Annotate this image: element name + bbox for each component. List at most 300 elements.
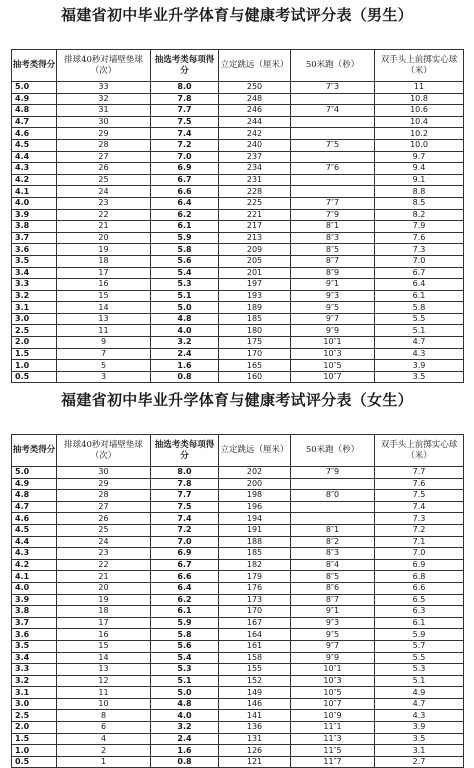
cell-elective-score: 7.2 [151, 139, 219, 151]
table-row [12, 490, 464, 502]
cell-sampled-score: 3.5 [12, 255, 57, 267]
cell-elective-score: 5.9 [151, 617, 219, 629]
cell-elective-score: 5.8 [151, 629, 219, 641]
cell-elective-score: 7.4 [151, 128, 219, 140]
cell-long-jump: 158 [219, 652, 291, 664]
cell-50m-run: 9″9 [291, 325, 375, 337]
cell-sampled-score: 4.0 [12, 197, 57, 209]
header-medicine-ball-throw: 双手头上前掷实心球（米） [375, 50, 464, 82]
cell-elective-score: 0.8 [151, 371, 219, 383]
cell-long-jump: 121 [219, 756, 291, 768]
table-row [12, 244, 464, 256]
table-row [12, 629, 464, 641]
cell-elective-score: 6.2 [151, 209, 219, 221]
cell-sampled-score: 4.3 [12, 548, 57, 560]
cell-ball-throw: 5.3 [375, 664, 464, 676]
cell-sampled-score: 3.6 [12, 244, 57, 256]
cell-long-jump: 141 [219, 710, 291, 722]
cell-volleyball-pass: 13 [57, 313, 151, 325]
cell-sampled-score: 3.9 [12, 594, 57, 606]
cell-long-jump: 191 [219, 524, 291, 536]
cell-long-jump: 167 [219, 617, 291, 629]
cell-volleyball-pass: 28 [57, 490, 151, 502]
table-row [12, 197, 464, 209]
cell-50m-run: 9″1 [291, 606, 375, 618]
cell-volleyball-pass: 18 [57, 255, 151, 267]
table-row [12, 756, 464, 768]
cell-long-jump: 234 [219, 163, 291, 175]
header-sampled-score: 抽考类得分 [12, 50, 57, 82]
cell-volleyball-pass: 23 [57, 548, 151, 560]
cell-50m-run: 7″9 [291, 209, 375, 221]
cell-ball-throw: 6.9 [375, 559, 464, 571]
table-row [12, 594, 464, 606]
cell-ball-throw: 6.7 [375, 267, 464, 279]
cell-long-jump: 225 [219, 197, 291, 209]
cell-ball-throw: 7.6 [375, 232, 464, 244]
cell-sampled-score: 2.0 [12, 337, 57, 349]
cell-volleyball-pass: 20 [57, 232, 151, 244]
cell-sampled-score: 3.3 [12, 664, 57, 676]
cell-50m-run: 10″5 [291, 687, 375, 699]
cell-50m-run: 8″5 [291, 571, 375, 583]
cell-long-jump: 131 [219, 733, 291, 745]
table-row [12, 151, 464, 163]
cell-volleyball-pass: 19 [57, 244, 151, 256]
cell-elective-score: 5.6 [151, 255, 219, 267]
cell-long-jump: 180 [219, 325, 291, 337]
cell-elective-score: 6.2 [151, 594, 219, 606]
cell-long-jump: 197 [219, 279, 291, 291]
cell-50m-run: 11″7 [291, 756, 375, 768]
cell-50m-run: 8″7 [291, 255, 375, 267]
cell-sampled-score: 4.6 [12, 513, 57, 525]
cell-sampled-score: 3.8 [12, 606, 57, 618]
cell-50m-run: 10″7 [291, 698, 375, 710]
cell-ball-throw: 6.1 [375, 290, 464, 302]
cell-ball-throw: 7.3 [375, 513, 464, 525]
cell-50m-run [291, 513, 375, 525]
cell-sampled-score: 3.5 [12, 640, 57, 652]
cell-50m-run: 9″7 [291, 313, 375, 325]
table-row [12, 722, 464, 734]
cell-sampled-score: 0.5 [12, 756, 57, 768]
table-row [12, 232, 464, 244]
cell-long-jump: 196 [219, 501, 291, 513]
cell-long-jump: 176 [219, 582, 291, 594]
cell-sampled-score: 1.5 [12, 348, 57, 360]
cell-elective-score: 2.4 [151, 733, 219, 745]
table-row [12, 139, 464, 151]
cell-elective-score: 4.8 [151, 313, 219, 325]
cell-sampled-score: 4.5 [12, 524, 57, 536]
cell-50m-run: 9″3 [291, 617, 375, 629]
cell-volleyball-pass: 9 [57, 337, 151, 349]
cell-sampled-score: 3.1 [12, 302, 57, 314]
cell-elective-score: 2.4 [151, 348, 219, 360]
cell-volleyball-pass: 1 [57, 756, 151, 768]
cell-ball-throw: 5.1 [375, 325, 464, 337]
cell-volleyball-pass: 29 [57, 128, 151, 140]
cell-elective-score: 6.1 [151, 606, 219, 618]
cell-long-jump: 231 [219, 174, 291, 186]
cell-long-jump: 250 [219, 82, 291, 94]
cell-volleyball-pass: 24 [57, 186, 151, 198]
boys-table-body [12, 82, 464, 383]
cell-50m-run [291, 478, 375, 490]
cell-ball-throw: 10.6 [375, 105, 464, 117]
cell-volleyball-pass: 26 [57, 163, 151, 175]
cell-sampled-score: 1.0 [12, 360, 57, 372]
cell-volleyball-pass: 30 [57, 467, 151, 479]
cell-50m-run: 9″1 [291, 279, 375, 291]
table-row [12, 478, 464, 490]
cell-sampled-score: 3.1 [12, 687, 57, 699]
cell-long-jump: 194 [219, 513, 291, 525]
cell-ball-throw: 5.1 [375, 675, 464, 687]
cell-sampled-score: 3.6 [12, 629, 57, 641]
cell-long-jump: 170 [219, 606, 291, 618]
table-row [12, 174, 464, 186]
cell-elective-score: 6.6 [151, 186, 219, 198]
cell-50m-run: 10″1 [291, 664, 375, 676]
cell-sampled-score: 3.4 [12, 267, 57, 279]
cell-volleyball-pass: 12 [57, 675, 151, 687]
table-row [12, 687, 464, 699]
cell-volleyball-pass: 28 [57, 139, 151, 151]
cell-long-jump: 185 [219, 313, 291, 325]
cell-volleyball-pass: 24 [57, 536, 151, 548]
cell-ball-throw: 7.6 [375, 478, 464, 490]
cell-50m-run: 7″4 [291, 105, 375, 117]
header-elective-score: 抽选考类每项得分 [151, 50, 219, 82]
cell-long-jump: 205 [219, 255, 291, 267]
cell-long-jump: 248 [219, 93, 291, 105]
cell-volleyball-pass: 10 [57, 698, 151, 710]
cell-volleyball-pass: 29 [57, 478, 151, 490]
cell-elective-score: 7.4 [151, 513, 219, 525]
cell-elective-score: 6.4 [151, 582, 219, 594]
cell-volleyball-pass: 7 [57, 348, 151, 360]
cell-ball-throw: 5.9 [375, 629, 464, 641]
cell-volleyball-pass: 23 [57, 197, 151, 209]
cell-ball-throw: 6.3 [375, 606, 464, 618]
cell-sampled-score: 2.5 [12, 325, 57, 337]
cell-long-jump: 189 [219, 302, 291, 314]
table-row [12, 116, 464, 128]
cell-volleyball-pass: 17 [57, 267, 151, 279]
cell-elective-score: 5.1 [151, 675, 219, 687]
cell-50m-run: 8″4 [291, 559, 375, 571]
cell-volleyball-pass: 6 [57, 722, 151, 734]
cell-volleyball-pass: 26 [57, 513, 151, 525]
cell-50m-run: 8″7 [291, 594, 375, 606]
cell-elective-score: 5.3 [151, 279, 219, 291]
cell-sampled-score: 3.4 [12, 652, 57, 664]
cell-elective-score: 6.1 [151, 221, 219, 233]
cell-sampled-score: 4.2 [12, 174, 57, 186]
cell-ball-throw: 7.5 [375, 490, 464, 502]
cell-elective-score: 8.0 [151, 82, 219, 94]
cell-50m-run: 7″9 [291, 467, 375, 479]
cell-sampled-score: 0.5 [12, 371, 57, 383]
cell-sampled-score: 3.2 [12, 675, 57, 687]
cell-50m-run: 8″3 [291, 548, 375, 560]
cell-50m-run [291, 151, 375, 163]
table-row [12, 733, 464, 745]
cell-elective-score: 7.7 [151, 490, 219, 502]
cell-ball-throw: 7.3 [375, 244, 464, 256]
cell-volleyball-pass: 21 [57, 571, 151, 583]
cell-volleyball-pass: 5 [57, 360, 151, 372]
table-row [12, 371, 464, 383]
header-standing-long-jump: 立定跳远（厘米） [219, 435, 291, 467]
cell-elective-score: 6.7 [151, 559, 219, 571]
cell-elective-score: 7.8 [151, 478, 219, 490]
cell-sampled-score: 3.9 [12, 209, 57, 221]
cell-50m-run [291, 174, 375, 186]
table-row [12, 513, 464, 525]
cell-elective-score: 3.2 [151, 722, 219, 734]
table-row [12, 82, 464, 94]
table-row [12, 617, 464, 629]
cell-elective-score: 3.2 [151, 337, 219, 349]
cell-ball-throw: 8.8 [375, 186, 464, 198]
cell-50m-run: 9″5 [291, 629, 375, 641]
cell-volleyball-pass: 22 [57, 209, 151, 221]
table-row [12, 325, 464, 337]
table-row [12, 313, 464, 325]
cell-sampled-score: 4.4 [12, 536, 57, 548]
cell-ball-throw: 7.0 [375, 255, 464, 267]
cell-long-jump: 217 [219, 221, 291, 233]
cell-volleyball-pass: 20 [57, 582, 151, 594]
table-row [12, 255, 464, 267]
cell-ball-throw: 3.9 [375, 722, 464, 734]
cell-sampled-score: 3.7 [12, 617, 57, 629]
cell-ball-throw: 6.4 [375, 279, 464, 291]
cell-ball-throw: 3.5 [375, 371, 464, 383]
cell-long-jump: 185 [219, 548, 291, 560]
cell-50m-run: 10″1 [291, 337, 375, 349]
cell-long-jump: 182 [219, 559, 291, 571]
cell-long-jump: 201 [219, 267, 291, 279]
cell-volleyball-pass: 18 [57, 606, 151, 618]
cell-long-jump: 126 [219, 745, 291, 757]
cell-ball-throw: 10.4 [375, 116, 464, 128]
cell-50m-run: 8″1 [291, 524, 375, 536]
cell-long-jump: 198 [219, 490, 291, 502]
cell-ball-throw: 10.0 [375, 139, 464, 151]
cell-volleyball-pass: 8 [57, 710, 151, 722]
cell-ball-throw: 9.4 [375, 163, 464, 175]
cell-long-jump: 146 [219, 698, 291, 710]
cell-elective-score: 5.6 [151, 640, 219, 652]
cell-volleyball-pass: 17 [57, 617, 151, 629]
cell-50m-run: 11″3 [291, 733, 375, 745]
cell-50m-run [291, 93, 375, 105]
cell-ball-throw: 4.9 [375, 687, 464, 699]
cell-elective-score: 5.3 [151, 664, 219, 676]
cell-ball-throw: 7.9 [375, 221, 464, 233]
table-row [12, 652, 464, 664]
cell-ball-throw: 7.0 [375, 548, 464, 560]
cell-elective-score: 5.4 [151, 267, 219, 279]
cell-ball-throw: 5.7 [375, 640, 464, 652]
cell-volleyball-pass: 30 [57, 116, 151, 128]
cell-50m-run [291, 116, 375, 128]
cell-50m-run: 10″9 [291, 710, 375, 722]
cell-volleyball-pass: 27 [57, 151, 151, 163]
table-row [12, 559, 464, 571]
header-50m-run: 50米跑（秒） [291, 50, 375, 82]
cell-long-jump: 240 [219, 139, 291, 151]
cell-long-jump: 165 [219, 360, 291, 372]
cell-volleyball-pass: 16 [57, 629, 151, 641]
cell-elective-score: 4.0 [151, 710, 219, 722]
cell-ball-throw: 8.5 [375, 197, 464, 209]
table-row [12, 221, 464, 233]
cell-volleyball-pass: 14 [57, 302, 151, 314]
cell-elective-score: 4.8 [151, 698, 219, 710]
cell-sampled-score: 4.5 [12, 139, 57, 151]
cell-elective-score: 7.5 [151, 501, 219, 513]
cell-sampled-score: 4.6 [12, 128, 57, 140]
cell-ball-throw: 7.4 [375, 501, 464, 513]
cell-long-jump: 179 [219, 571, 291, 583]
girls-header-row [12, 435, 464, 467]
cell-sampled-score: 3.0 [12, 313, 57, 325]
cell-50m-run: 9″7 [291, 640, 375, 652]
cell-50m-run: 10″7 [291, 371, 375, 383]
cell-elective-score: 5.0 [151, 687, 219, 699]
cell-sampled-score: 4.1 [12, 571, 57, 583]
cell-ball-throw: 9.7 [375, 151, 464, 163]
cell-ball-throw: 4.3 [375, 710, 464, 722]
cell-sampled-score: 5.0 [12, 467, 57, 479]
cell-sampled-score: 2.0 [12, 722, 57, 734]
cell-ball-throw: 4.3 [375, 348, 464, 360]
cell-long-jump: 242 [219, 128, 291, 140]
cell-ball-throw: 6.8 [375, 571, 464, 583]
cell-sampled-score: 3.2 [12, 290, 57, 302]
header-sampled-score: 抽考类得分 [12, 435, 57, 467]
cell-sampled-score: 4.9 [12, 93, 57, 105]
cell-long-jump: 152 [219, 675, 291, 687]
cell-elective-score: 6.4 [151, 197, 219, 209]
cell-50m-run: 10″3 [291, 348, 375, 360]
cell-ball-throw: 6.5 [375, 594, 464, 606]
cell-volleyball-pass: 22 [57, 559, 151, 571]
cell-elective-score: 5.1 [151, 290, 219, 302]
cell-long-jump: 221 [219, 209, 291, 221]
cell-volleyball-pass: 32 [57, 93, 151, 105]
cell-long-jump: 136 [219, 722, 291, 734]
cell-volleyball-pass: 2 [57, 745, 151, 757]
cell-long-jump: 160 [219, 371, 291, 383]
cell-elective-score: 5.0 [151, 302, 219, 314]
cell-elective-score: 8.0 [151, 467, 219, 479]
cell-elective-score: 0.8 [151, 756, 219, 768]
table-row [12, 548, 464, 560]
cell-elective-score: 7.2 [151, 524, 219, 536]
cell-volleyball-pass: 11 [57, 687, 151, 699]
cell-volleyball-pass: 27 [57, 501, 151, 513]
cell-ball-throw: 3.1 [375, 745, 464, 757]
header-medicine-ball-throw: 双手头上前掷实心球（米） [375, 435, 464, 467]
cell-50m-run [291, 501, 375, 513]
cell-ball-throw: 3.9 [375, 360, 464, 372]
cell-ball-throw: 5.8 [375, 302, 464, 314]
table-row [12, 710, 464, 722]
cell-50m-run: 8″5 [291, 244, 375, 256]
cell-elective-score: 7.7 [151, 105, 219, 117]
table-row [12, 93, 464, 105]
table-row [12, 337, 464, 349]
table-row [12, 571, 464, 583]
boys-table-title: 福建省初中毕业升学体育与健康考试评分表（男生） [61, 6, 413, 24]
cell-long-jump: 237 [219, 151, 291, 163]
cell-volleyball-pass: 3 [57, 371, 151, 383]
cell-50m-run: 8″9 [291, 267, 375, 279]
cell-volleyball-pass: 13 [57, 664, 151, 676]
table-row [12, 302, 464, 314]
cell-long-jump: 175 [219, 337, 291, 349]
cell-50m-run: 11″1 [291, 722, 375, 734]
cell-sampled-score: 4.9 [12, 478, 57, 490]
girls-score-table [11, 434, 464, 768]
cell-long-jump: 161 [219, 640, 291, 652]
cell-50m-run: 7″3 [291, 82, 375, 94]
table-row [12, 279, 464, 291]
cell-50m-run: 8″0 [291, 490, 375, 502]
cell-50m-run [291, 186, 375, 198]
cell-sampled-score: 3.8 [12, 221, 57, 233]
cell-50m-run: 10″3 [291, 675, 375, 687]
cell-long-jump: 244 [219, 116, 291, 128]
cell-ball-throw: 10.2 [375, 128, 464, 140]
cell-sampled-score: 4.0 [12, 582, 57, 594]
cell-elective-score: 6.7 [151, 174, 219, 186]
table-row [12, 664, 464, 676]
cell-sampled-score: 4.7 [12, 116, 57, 128]
cell-elective-score: 7.8 [151, 93, 219, 105]
cell-ball-throw: 5.5 [375, 652, 464, 664]
cell-50m-run: 8″6 [291, 582, 375, 594]
table-row [12, 536, 464, 548]
cell-ball-throw: 6.6 [375, 582, 464, 594]
cell-sampled-score: 2.5 [12, 710, 57, 722]
table-row [12, 128, 464, 140]
cell-long-jump: 155 [219, 664, 291, 676]
cell-volleyball-pass: 25 [57, 524, 151, 536]
cell-long-jump: 209 [219, 244, 291, 256]
cell-ball-throw: 2.7 [375, 756, 464, 768]
cell-elective-score: 5.8 [151, 244, 219, 256]
cell-long-jump: 149 [219, 687, 291, 699]
girls-table-title: 福建省初中毕业升学体育与健康考试评分表（女生） [61, 391, 413, 409]
cell-ball-throw: 11 [375, 82, 464, 94]
boys-score-table [11, 49, 464, 383]
table-row [12, 640, 464, 652]
cell-long-jump: 193 [219, 290, 291, 302]
cell-elective-score: 7.0 [151, 536, 219, 548]
cell-long-jump: 246 [219, 105, 291, 117]
cell-ball-throw: 7.1 [375, 536, 464, 548]
table-row [12, 524, 464, 536]
cell-50m-run: 7″5 [291, 139, 375, 151]
table-row [12, 290, 464, 302]
